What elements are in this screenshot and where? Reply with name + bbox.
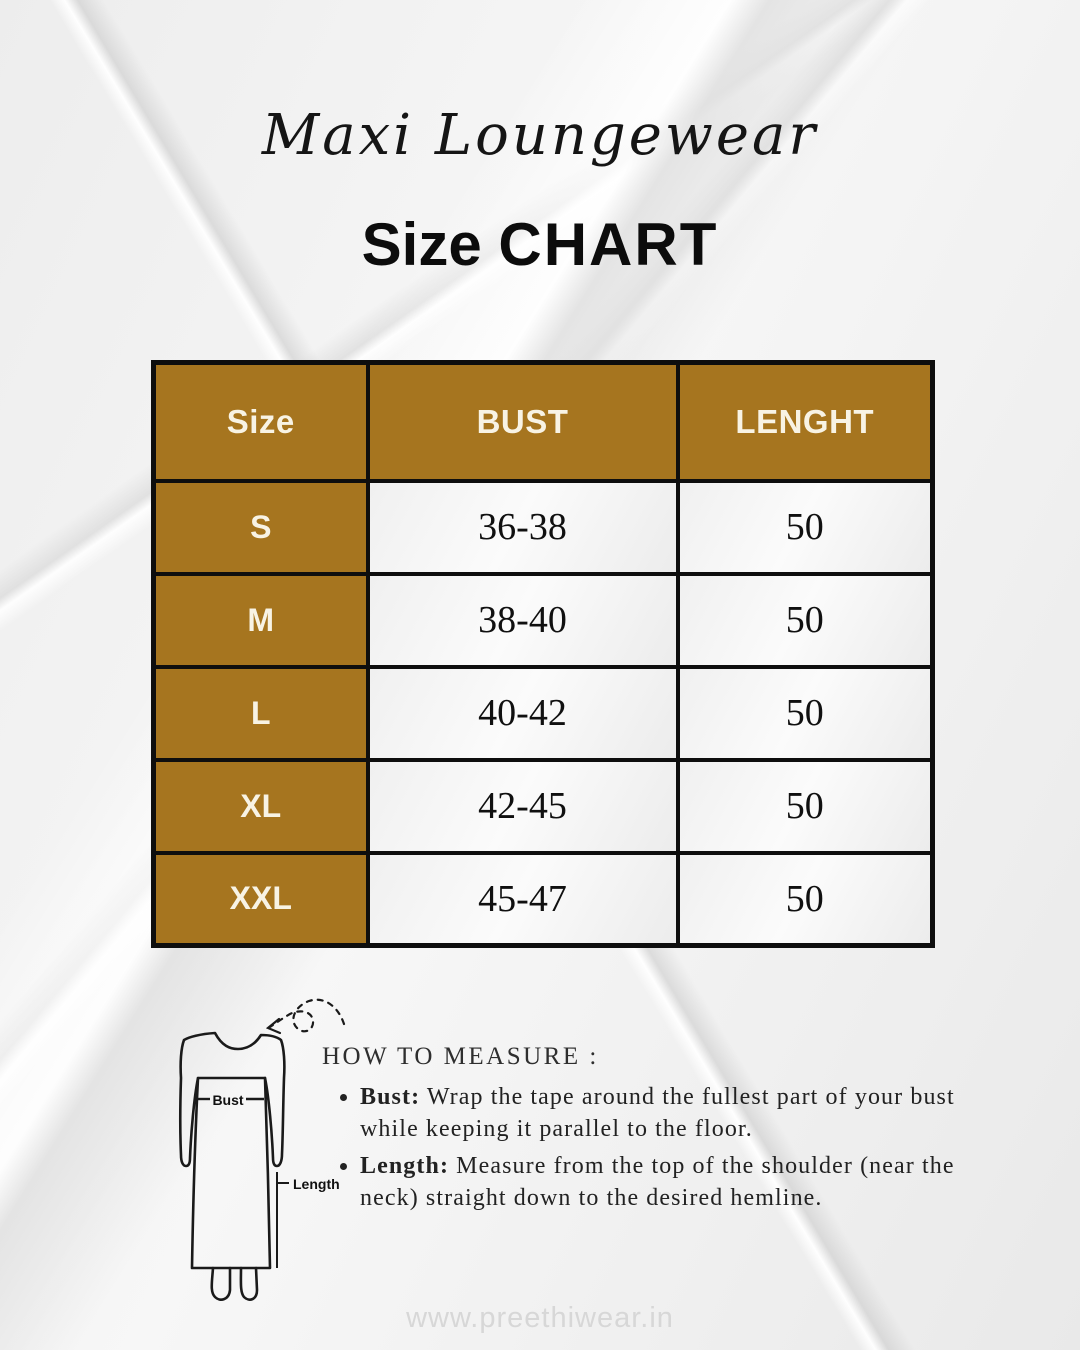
- measure-item-bust-label: Bust:: [360, 1084, 421, 1110]
- page-title: [0, 210, 1080, 279]
- size-label-cell: L: [154, 667, 368, 760]
- table-row: [154, 574, 933, 667]
- length-value-cell: 50: [678, 760, 933, 853]
- table-row: [154, 853, 933, 946]
- collection-title: Maxi Loungewear: [261, 103, 819, 168]
- measure-item-bust: [360, 1081, 974, 1145]
- column-header-size: Size: [154, 363, 368, 481]
- bust-value-cell: 42-45: [368, 760, 678, 853]
- length-value-cell: 50: [678, 481, 933, 574]
- table-row: [154, 760, 933, 853]
- column-header-bust: BUST: [368, 363, 678, 481]
- curly-arrow-icon: [268, 1000, 344, 1033]
- size-label-cell: XL: [154, 760, 368, 853]
- measure-item-length-text: Measure from the top of the shoulder (near the neck) straight down to the desired hemline.: [360, 1153, 955, 1212]
- table-row: [154, 667, 933, 760]
- page-title-word-size: Size: [361, 211, 482, 278]
- how-to-measure-list: [322, 1081, 974, 1215]
- how-to-measure-section: [322, 1043, 974, 1220]
- how-to-measure-heading: HOW TO MEASURE :: [322, 1043, 599, 1070]
- bust-value-cell: 38-40: [368, 574, 678, 667]
- bust-value-cell: 45-47: [368, 853, 678, 946]
- size-label-cell: S: [154, 481, 368, 574]
- length-label: Length: [293, 1176, 340, 1192]
- length-value-cell: 50: [678, 574, 933, 667]
- length-value-cell: 50: [678, 853, 933, 946]
- bust-value-cell: 40-42: [368, 667, 678, 760]
- page-title-word-chart: CHART: [498, 211, 719, 278]
- measure-item-length: [360, 1150, 974, 1214]
- table-header-row: [154, 363, 933, 481]
- maxi-dress-outline: [180, 1033, 284, 1300]
- website-url: www.preethiwear.in: [406, 1302, 674, 1334]
- bust-value-cell: 36-38: [368, 481, 678, 574]
- bust-label: Bust: [212, 1092, 244, 1108]
- length-indicator: [277, 1172, 289, 1268]
- table-row: [154, 481, 933, 574]
- size-label-cell: M: [154, 574, 368, 667]
- column-header-length: LENGHT: [678, 363, 933, 481]
- measure-item-bust-text: Wrap the tape around the fullest part of your bust while keeping it parallel to the floor.: [360, 1084, 955, 1143]
- size-label-cell: XXL: [154, 853, 368, 946]
- size-chart-table: [151, 360, 935, 948]
- measure-item-length-label: Length:: [360, 1153, 450, 1180]
- length-value-cell: 50: [678, 667, 933, 760]
